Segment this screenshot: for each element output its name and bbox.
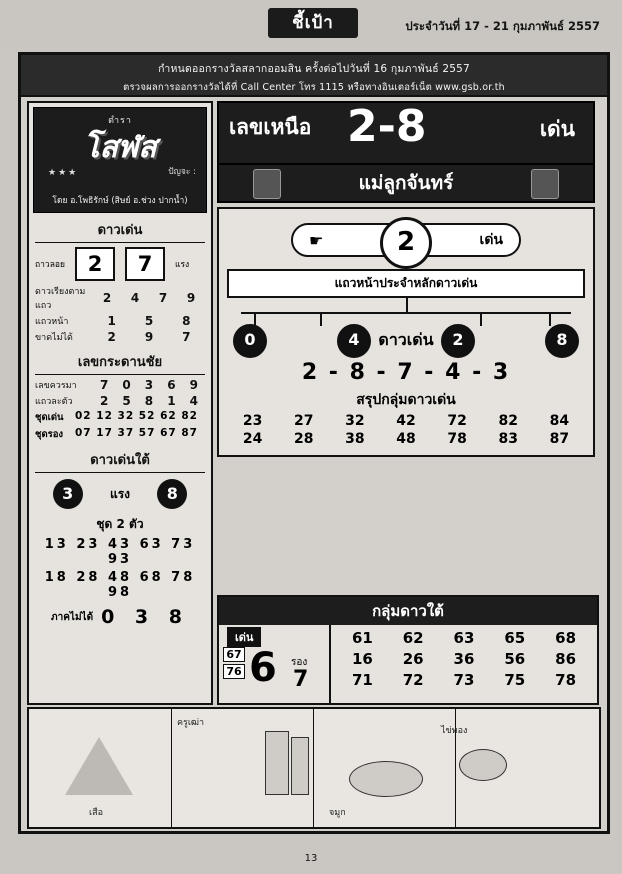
board-section-title: เลขกระดานชัย [77, 355, 163, 370]
issue-date: ประจำวันที่ 17 - 21 กุมภาพันธ์ 2557 [405, 19, 600, 33]
group-rong-digit: 7 [293, 667, 309, 692]
summary-row [227, 431, 585, 447]
group-den-tag: เด่น [227, 627, 261, 647]
left-column [27, 101, 213, 705]
num: 38 [345, 431, 365, 447]
star-row-label: ดาวเรียงตามแถว [35, 287, 86, 311]
subhead-text: แม่ลูกจันทร์ [358, 172, 454, 194]
num: 78 [555, 671, 577, 689]
tree-hline [241, 312, 571, 314]
num: 83 [498, 431, 519, 447]
set-label: ชุดเด่น [35, 412, 64, 423]
num: 36 [453, 650, 475, 668]
notice-line-1: กำหนดออกรางวัลสลากออมสิน ครั้งต่อไปวันที่ 16 กุมภาพันธ์ 2557 [158, 63, 470, 75]
num: 65 [504, 629, 526, 647]
logo-top-text: ตำรา [108, 116, 132, 126]
num: 2 [100, 394, 109, 408]
num: 4 [189, 394, 198, 408]
art-label: จมูก [329, 808, 346, 818]
star-row-label: ขาดไม่ได้ [35, 333, 73, 343]
art-label: เสือ [89, 808, 103, 818]
num: 86 [555, 650, 577, 668]
num: 7 [158, 291, 168, 305]
num: 9 [189, 378, 198, 392]
notice-banner [21, 55, 607, 97]
divider [35, 472, 205, 473]
tree-caption: ดาวเด่น [378, 330, 434, 349]
board-row-label: เลขควรมา [35, 381, 77, 391]
tree-circle-4: 8 [545, 324, 579, 358]
bar-text: แถวหน้าประจำหลักดาวเด่น [227, 269, 585, 298]
stack-value: 76 [223, 664, 245, 679]
board-row-values [93, 394, 205, 408]
float-value-2: 7 [125, 247, 165, 281]
group-row [337, 650, 591, 668]
board-row [29, 393, 211, 409]
art-label: ไข่ทอง [441, 726, 468, 736]
art-pillar-shape [265, 731, 289, 795]
pill-center-number: 2 [380, 217, 432, 269]
num: 5 [144, 314, 154, 328]
art-divider [171, 709, 172, 827]
group-row [337, 629, 591, 647]
summary-row [227, 413, 585, 429]
num: 8 [144, 394, 154, 408]
board-row [29, 377, 211, 393]
star-row [29, 313, 211, 329]
num: 2 [102, 291, 112, 305]
board-row-values [93, 378, 205, 392]
art-egg-shape [459, 749, 507, 781]
num: 72 [402, 671, 424, 689]
divider [35, 242, 205, 243]
set-value: 02 12 32 52 62 82 [75, 410, 198, 422]
num: 71 [351, 671, 373, 689]
float-label: ถาวลอย [35, 260, 65, 270]
face-icon-right [531, 169, 559, 199]
star-row [29, 329, 211, 345]
num: 0 [122, 378, 131, 392]
group-right [331, 625, 597, 703]
summary-title: สรุปกลุ่มดาวเด่น [356, 392, 456, 408]
group-row [337, 671, 591, 689]
num: 2 [107, 330, 116, 344]
tree-vline [406, 298, 408, 312]
num: 4 [130, 291, 140, 305]
face-icon-left [253, 169, 281, 199]
board-row-label: แถวละตัว [35, 397, 73, 407]
star-section-title: ดาวเด่น [97, 223, 143, 238]
set-row [29, 409, 211, 426]
num: 1 [167, 394, 176, 408]
star-row-values [93, 330, 205, 344]
under-mid-label: แรง [109, 486, 131, 501]
num: 84 [549, 413, 570, 429]
num: 32 [345, 413, 365, 429]
tree-circle-3: 2 [441, 324, 475, 358]
num: 7 [100, 378, 109, 392]
num: 87 [549, 431, 570, 447]
star-row-values [93, 291, 205, 305]
main-frame [18, 52, 610, 834]
masthead-logo: ชี้เป้า [268, 8, 358, 38]
under-right-circle: 8 [157, 479, 187, 509]
under-run-row [29, 606, 211, 628]
publisher-logo [33, 107, 207, 213]
forecast-panel [217, 207, 595, 457]
num: 73 [453, 671, 475, 689]
group-big-digit: 6 [249, 645, 277, 691]
num: 63 [453, 629, 475, 647]
headline-left-text: เลขเหนือ [229, 115, 312, 139]
set-label: ชุดรอง [35, 429, 64, 440]
art-label: ครูเฒ่า [177, 718, 205, 728]
num: 1 [107, 314, 116, 328]
set-value: 07 17 37 57 67 87 [75, 427, 198, 439]
page-number: 13 [304, 853, 318, 864]
num: 8 [182, 314, 191, 328]
num: 48 [396, 431, 416, 447]
logo-sub-text: ปัญจะ : [168, 167, 196, 177]
notice-line-2: ตรวจผลการออกรางวัลได้ที่ Call Center โทร 1115 หรือทางอินเตอร์เน็ต www.gsb.or.th [123, 82, 505, 93]
under-set-title: ชุด 2 ตัว [96, 517, 144, 531]
strong-label: แรง [175, 260, 190, 270]
num: 6 [167, 378, 176, 392]
star-row-label: แถวหน้า [35, 317, 69, 327]
under-set-row: 13 23 43 63 73 93 [44, 537, 196, 567]
num: 42 [396, 413, 416, 429]
num: 9 [186, 291, 196, 305]
num: 82 [498, 413, 519, 429]
num: 56 [504, 650, 526, 668]
num: 28 [293, 431, 314, 447]
num: 7 [182, 330, 191, 344]
num: 5 [122, 394, 131, 408]
num: 78 [447, 431, 467, 447]
num: 9 [144, 330, 154, 344]
star-row-values [93, 314, 205, 328]
num: 26 [402, 650, 424, 668]
group-small-stack [223, 647, 245, 681]
under-circles-row [39, 479, 201, 509]
num: 61 [351, 629, 373, 647]
group-title: กลุ่มดาวใต้ [219, 597, 597, 625]
series-numbers: 2 - 8 - 7 - 4 - 3 [301, 360, 511, 385]
under-run-digits: 0 3 8 [101, 606, 189, 628]
logo-main-text: โสฬส [83, 130, 157, 165]
num: 27 [293, 413, 314, 429]
num: 23 [242, 413, 263, 429]
tree-circle-1: 0 [233, 324, 267, 358]
under-run-label: ภาคไม่ได้ [51, 611, 94, 623]
star-row [29, 283, 211, 313]
float-value-1: 2 [75, 247, 115, 281]
divider [35, 374, 205, 375]
num: 72 [447, 413, 467, 429]
logo-byline: โดย อ.โพธิรักษ์ (สิษย์ อ.ช่วง ปากน้ำ) [52, 196, 188, 206]
group-box [217, 595, 599, 705]
top-header [0, 0, 622, 48]
summary-grid [227, 413, 585, 447]
logo-stars: ★★★ [48, 168, 79, 178]
art-divider [313, 709, 314, 827]
num: 75 [504, 671, 526, 689]
under-left-circle: 3 [53, 479, 83, 509]
under-set-row: 18 28 48 68 78 98 [44, 570, 196, 600]
pill-den-label: เด่น [479, 232, 503, 248]
stack-value: 67 [223, 647, 245, 662]
float-row [29, 247, 211, 281]
headline-right-text: เด่น [539, 117, 575, 141]
subhead-banner [217, 165, 595, 203]
set-row [29, 426, 211, 443]
num: 24 [242, 431, 263, 447]
under-section-title: ดาวเด่นใต้ [90, 453, 150, 468]
num: 62 [402, 629, 424, 647]
num: 3 [144, 378, 154, 392]
pill-row [227, 215, 585, 265]
tree-diagram [227, 298, 585, 354]
group-body [219, 625, 597, 703]
pointing-hand-icon: ☛ [309, 230, 324, 250]
art-pagoda-shape [65, 737, 133, 795]
group-left [219, 625, 331, 703]
art-strip [27, 707, 601, 829]
headline-banner [217, 101, 595, 165]
group-rong-label: รอง [291, 657, 308, 668]
num: 16 [351, 650, 373, 668]
art-pillar-shape [291, 737, 309, 795]
tree-circle-2: 4 [337, 324, 371, 358]
art-blob-shape [349, 761, 423, 797]
headline-big-number: 2-8 [347, 101, 427, 152]
num: 68 [555, 629, 577, 647]
